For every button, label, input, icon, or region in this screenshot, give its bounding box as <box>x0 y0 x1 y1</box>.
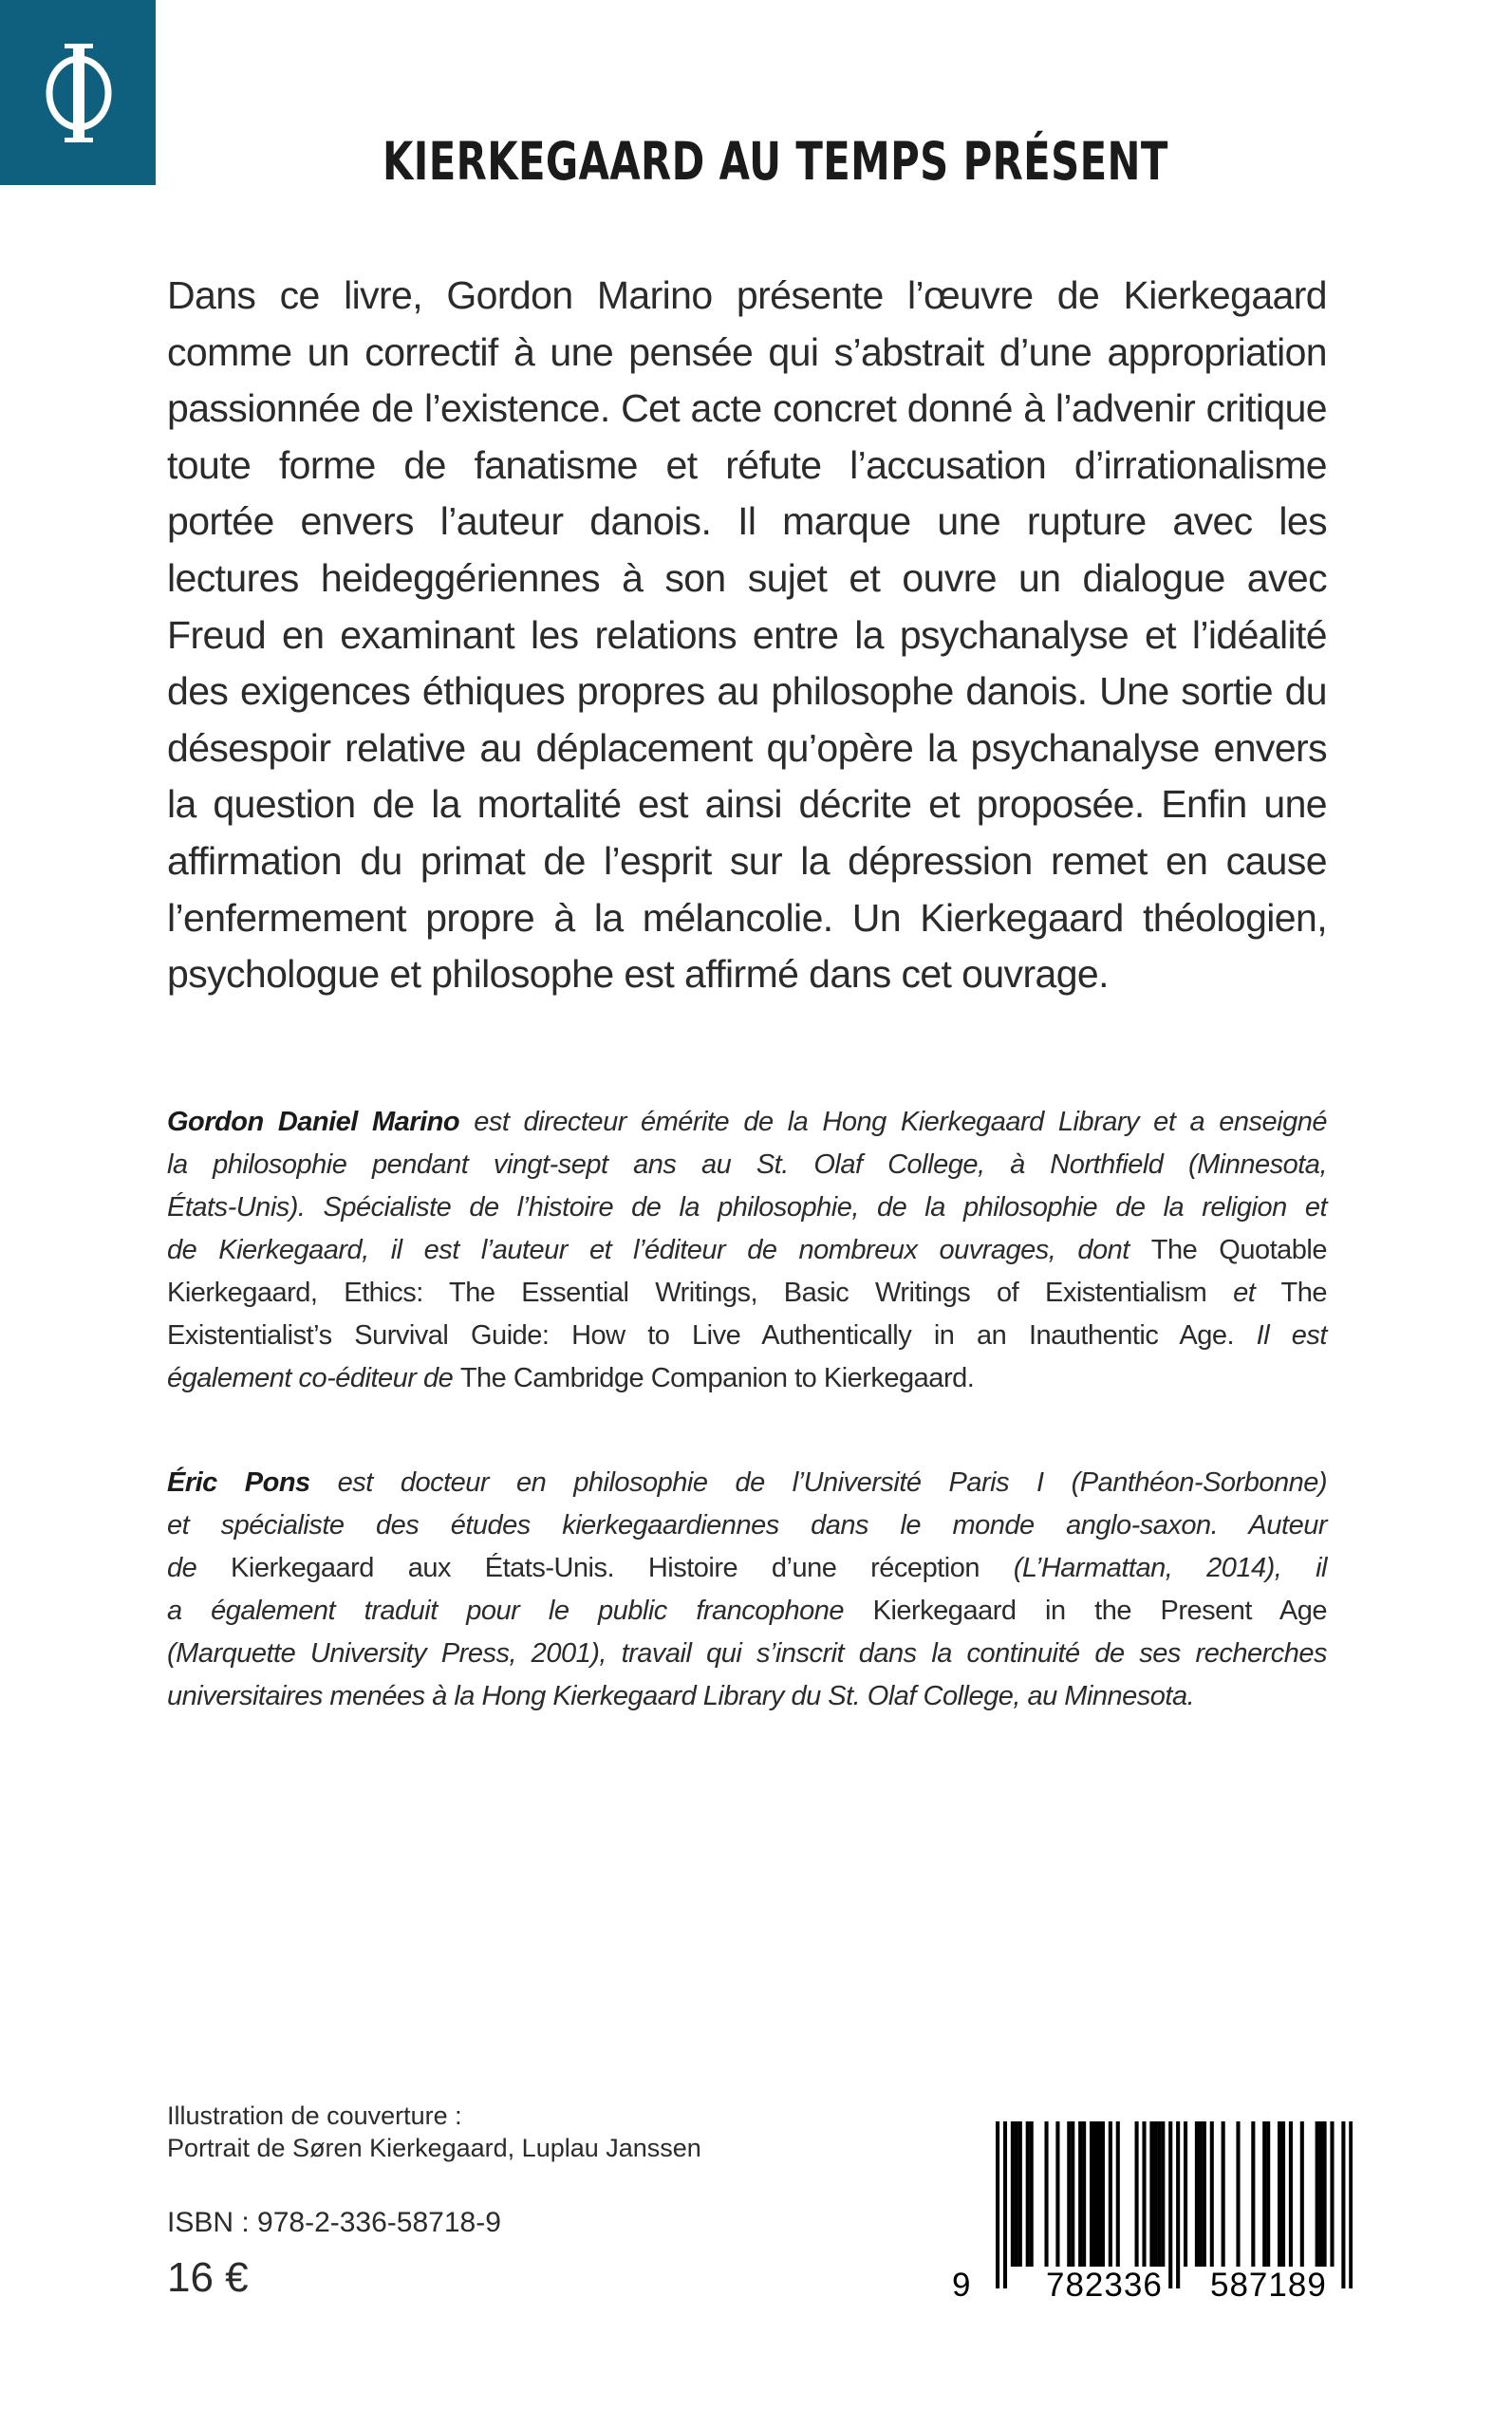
bio-line <box>167 1101 1327 1144</box>
bio-text: est docteur en philosophie de l’Université Paris I (Panthéon-Sorbonne) <box>309 1467 1327 1498</box>
book-title: KIERKEGAARD AU TEMPS PRÉSENT <box>383 131 1168 192</box>
bio-line <box>167 1357 1327 1400</box>
blurb-line: des exigences éthiques propres au philosophe danois. Une sortie du <box>167 669 1327 714</box>
bio-text: de <box>167 1553 232 1583</box>
bio-line <box>167 1229 1327 1272</box>
bio-line <box>167 1462 1327 1504</box>
book-title-ref: The Quotable <box>1150 1235 1327 1265</box>
barcode-left-digits: 782336 <box>1046 2267 1163 2304</box>
credit-value: Portrait de Søren Kierkegaard, Luplau Janssen <box>167 2134 701 2162</box>
bio-text: universitaires menées à la Hong Kierkegaard Library du St. Olaf College, au Minnesota. <box>167 1681 1195 1711</box>
cover-illustration-credit <box>167 2100 701 2164</box>
bio-line <box>167 1675 1327 1718</box>
bio-text: et <box>1233 1278 1256 1308</box>
blurb-line: portée envers l’auteur danois. Il marque une rupture avec les <box>167 499 1327 544</box>
bio-line <box>167 1590 1327 1633</box>
bio-text: a également traduit pour le public francophone <box>167 1596 873 1626</box>
bio-text: Il est <box>1234 1320 1327 1351</box>
author-name: Gordon Daniel Marino <box>167 1107 460 1137</box>
blurb-line: l’enfermement propre à la mélancolie. Un Kierkegaard théologien, <box>167 895 1327 940</box>
blurb-line: lectures heideggériennes à son sujet et ouvre un dialogue avec <box>167 555 1327 600</box>
blurb-line: passionnée de l’existence. Cet acte concret donné à l’advenir critique <box>167 386 1327 431</box>
bio-text: et spécialiste des études kierkegaardiennes dans le monde anglo-saxon. Auteur <box>167 1510 1327 1541</box>
bio-line <box>167 1633 1327 1675</box>
author-name: Éric Pons <box>167 1467 310 1498</box>
price: 16 € <box>167 2254 249 2301</box>
bio-text: de Kierkegaard, il est l’auteur et l’éditeur de nombreux ouvrages, dont <box>167 1235 1151 1265</box>
book-title-ref: Kierkegaard, Ethics: The Essential Writings, Basic Writings of Existentialism <box>167 1278 1234 1308</box>
book-title-ref: Kierkegaard in the Present Age <box>872 1596 1327 1626</box>
blurb-line: la question de la mortalité est ainsi décrite et proposée. Enfin une <box>167 782 1327 827</box>
publisher-logo <box>0 0 156 185</box>
blurb-line: comme un correctif à une pensée qui s’abstrait d’une appropriation <box>167 329 1327 374</box>
phi-logo-icon <box>42 42 116 144</box>
barcode-lead-digit: 9 <box>952 2267 972 2304</box>
credit-label: Illustration de couverture : <box>167 2101 462 2130</box>
book-title-ref: Existentialist’s Survival Guide: How to Live Authentically in an Inauthentic Age. <box>167 1320 1235 1351</box>
blurb-line: psychologue et philosophe est affirmé dans cet ouvrage. <box>167 952 1109 997</box>
book-title-ref: The Cambridge Companion to Kierkegaard. <box>459 1363 975 1393</box>
bio-line <box>167 1144 1327 1186</box>
blurb-line: Freud en examinant les relations entre la psychanalyse et l’idéalité <box>167 612 1327 657</box>
bio-text: (Marquette University Press, 2001), travail qui s’inscrit dans la continuité de ses recherches <box>167 1638 1327 1669</box>
barcode-right-digits: 587189 <box>1210 2267 1327 2304</box>
bio-line <box>167 1504 1327 1547</box>
translator-bio-pons <box>167 1462 1327 1718</box>
bio-text: est directeur émérite de la Hong Kierkegaard Library et a enseigné <box>459 1107 1327 1137</box>
blurb-line: Dans ce livre, Gordon Marino présente l’œuvre de Kierkegaard <box>167 273 1327 317</box>
blurb-line: affirmation du primat de l’esprit sur la dépression remet en cause <box>167 838 1327 883</box>
bio-text: également co-éditeur de <box>167 1363 460 1393</box>
bio-line <box>167 1315 1327 1357</box>
ean13-barcode <box>944 2117 1353 2316</box>
book-title-ref: Kierkegaard aux États-Unis. Histoire d’une réception <box>231 1553 980 1583</box>
blurb-line: désespoir relative au déplacement qu’opère la psychanalyse envers <box>167 725 1327 770</box>
bio-text: États-Unis). Spécialiste de l’histoire de la philosophie, de la philosophie de la religion et <box>167 1192 1327 1223</box>
bio-line <box>167 1272 1327 1315</box>
author-bio-marino <box>167 1101 1327 1400</box>
blurb-line: toute forme de fanatisme et réfute l’accusation d’irrationalisme <box>167 442 1327 487</box>
back-cover-blurb <box>167 268 1327 1003</box>
book-title-ref: The <box>1255 1278 1327 1308</box>
bio-line <box>167 1186 1327 1229</box>
isbn: ISBN : 978-2-336-58718-9 <box>167 2207 501 2238</box>
bio-text: la philosophie pendant vingt-sept ans au St. Olaf College, à Northfield (Minnesota, <box>167 1149 1327 1180</box>
bio-line <box>167 1547 1327 1590</box>
bio-text: (L’Harmattan, 2014), il <box>979 1553 1327 1583</box>
